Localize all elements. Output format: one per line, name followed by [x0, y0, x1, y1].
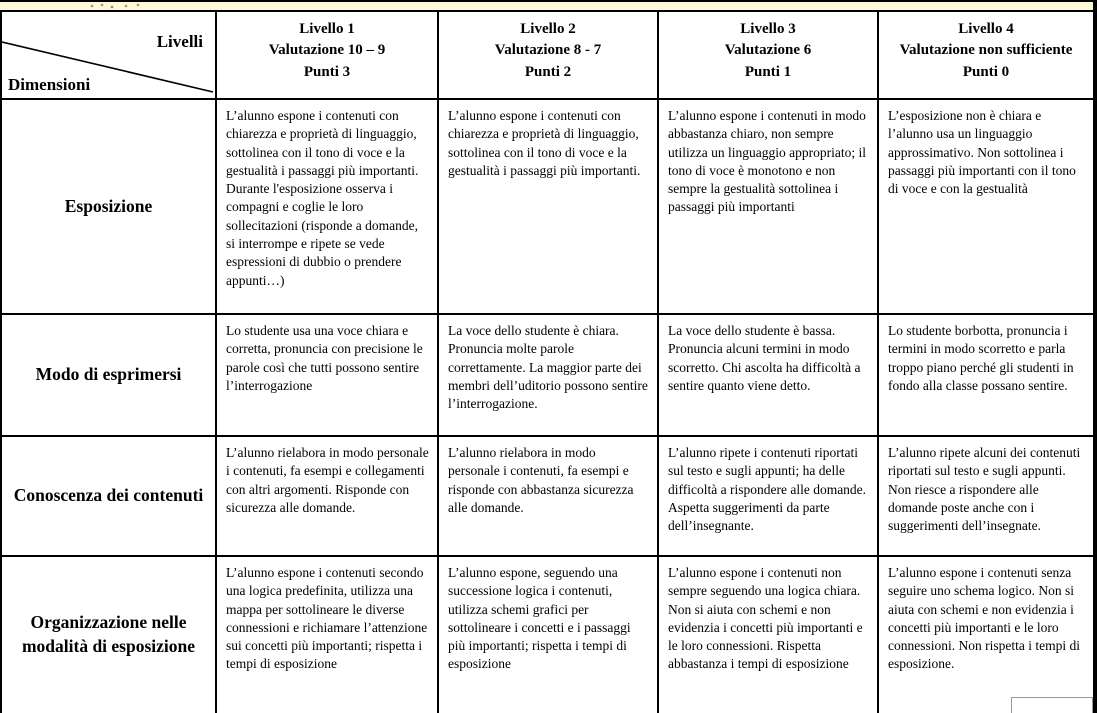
header-line: Valutazione 6	[724, 42, 812, 59]
corner-label-dimensioni: Dimensioni	[8, 75, 91, 94]
rubric-cell: L’esposizione non è chiara e l’alunno usa un linguaggio approssimativo. Non sottolinea i passaggi più importanti con il tono di voce e con la gestualità	[879, 100, 1095, 315]
rubric-cell: Lo studente borbotta, pronuncia i termini in modo scorretto e parla troppo piano perché gli studenti in fondo alla classe possano sentire.	[879, 315, 1095, 437]
rubric-cell: L’alunno ripete alcuni dei contenuti riportati sul testo e sugli appunti. Non riesce a rispondere alle domande poste anche con i suggerimenti dell’insegnate.	[879, 437, 1095, 557]
header-line: Livello 4	[958, 21, 1014, 37]
corner-label-livelli: Livelli	[156, 32, 203, 51]
row-label-organizzazione: Organizzazione nelle modalità di esposizione	[2, 557, 217, 713]
header-line: Punti 3	[303, 63, 351, 80]
rubric-cell: Lo studente usa una voce chiara e corretta, pronuncia con precisione le parole così che tutti possono sentire l’interrogazione	[217, 315, 439, 437]
header-line: Punti 1	[744, 63, 792, 80]
capture-right-edge	[1093, 0, 1097, 713]
rubric-cell: L’alunno espone i contenuti con chiarezza e proprietà di linguaggio, sottolinea con il tono di voce e la gestualità i passaggi più importanti.	[439, 100, 659, 315]
column-header-livello-2	[439, 12, 659, 100]
rubric-cell: L’alunno espone, seguendo una successione logica i contenuti, utilizza schemi grafici per sottolineare i concetti e i passaggi più importanti; rispetta i tempi di esposizione	[439, 557, 659, 713]
corner-header-cell	[2, 12, 217, 100]
header-line: Punti 0	[962, 63, 1010, 80]
header-line: Valutazione 8 - 7	[494, 42, 602, 59]
rubric-cell: L’alunno espone i contenuti senza seguire uno schema logico. Non si aiuta con schemi e non evidenzia i concetti più importanti e le loro connessioni. Non rispetta i tempi di esposizione.	[879, 557, 1095, 713]
header-line: Livello 1	[299, 21, 355, 37]
rubric-cell: L’alunno espone i contenuti con chiarezza e proprietà di linguaggio, sottolinea con il tono di voce e la gestualità i passaggi più importanti. Durante l'esposizione osserva i compagni e coglie le loro sollecitazioni (risponde a domande, si interrompe e ripete se vede espressioni di dubbio o prendere appunti…)	[217, 100, 439, 315]
header-line: Valutazione non sufficiente	[899, 42, 1073, 59]
header-line: Livello 2	[520, 21, 576, 37]
header-line: Valutazione 10 – 9	[268, 42, 386, 59]
rubric-cell: L’alunno espone i contenuti in modo abbastanza chiaro, non sempre utilizza un linguaggio appropriato; il tono di voce è monotono e non sempre la gestualità sottolinea i passaggi più importanti	[659, 100, 879, 315]
window-top-strip	[0, 0, 1097, 12]
rubric-cell: L’alunno rielabora in modo personale i contenuti, fa esempi e risponde con abbastanza sicurezza alle domande.	[439, 437, 659, 557]
row-label-esposizione: Esposizione	[2, 100, 217, 315]
column-header-livello-3	[659, 12, 879, 100]
cutoff-overlay-box	[1011, 697, 1093, 713]
rubric-cell: L’alunno ripete i contenuti riportati sul testo e sugli appunti; ha delle difficoltà a rispondere alle domande. Aspetta suggerimenti da parte dell’insegnante.	[659, 437, 879, 557]
top-strip-artifact	[88, 3, 148, 9]
row-label-modo-di-esprimersi: Modo di esprimersi	[2, 315, 217, 437]
rubric-cell: L’alunno espone i contenuti non sempre seguendo una logica chiara. Non si aiuta con schemi e non evidenzia i concetti più importanti e le loro connessioni. Rispetta abbastanza i tempi di esposizione	[659, 557, 879, 713]
rubric-cell: L’alunno espone i contenuti secondo una logica predefinita, utilizza una mappa per sottolineare le diverse connessioni e richiamare l’attenzione sui concetti più importanti; rispetta i tempi di esposizione	[217, 557, 439, 713]
column-header-livello-1	[217, 12, 439, 100]
row-label-conoscenza-dei-contenuti: Conoscenza dei contenuti	[2, 437, 217, 557]
rubric-cell: L’alunno rielabora in modo personale i contenuti, fa esempi e collegamenti con altri argomenti. Risponde con sicurezza alle domande.	[217, 437, 439, 557]
header-line: Livello 3	[740, 21, 796, 37]
header-line: Punti 2	[524, 63, 572, 80]
column-header-livello-4	[879, 12, 1095, 100]
rubric-cell: La voce dello studente è chiara. Pronuncia molte parole correttamente. La maggior parte dei membri dell’uditorio possono sentire l’interrogazione.	[439, 315, 659, 437]
rubric-table	[0, 12, 1093, 713]
rubric-cell: La voce dello studente è bassa. Pronuncia alcuni termini in modo scorretto. Chi ascolta ha difficoltà a sentire quanto viene detto.	[659, 315, 879, 437]
